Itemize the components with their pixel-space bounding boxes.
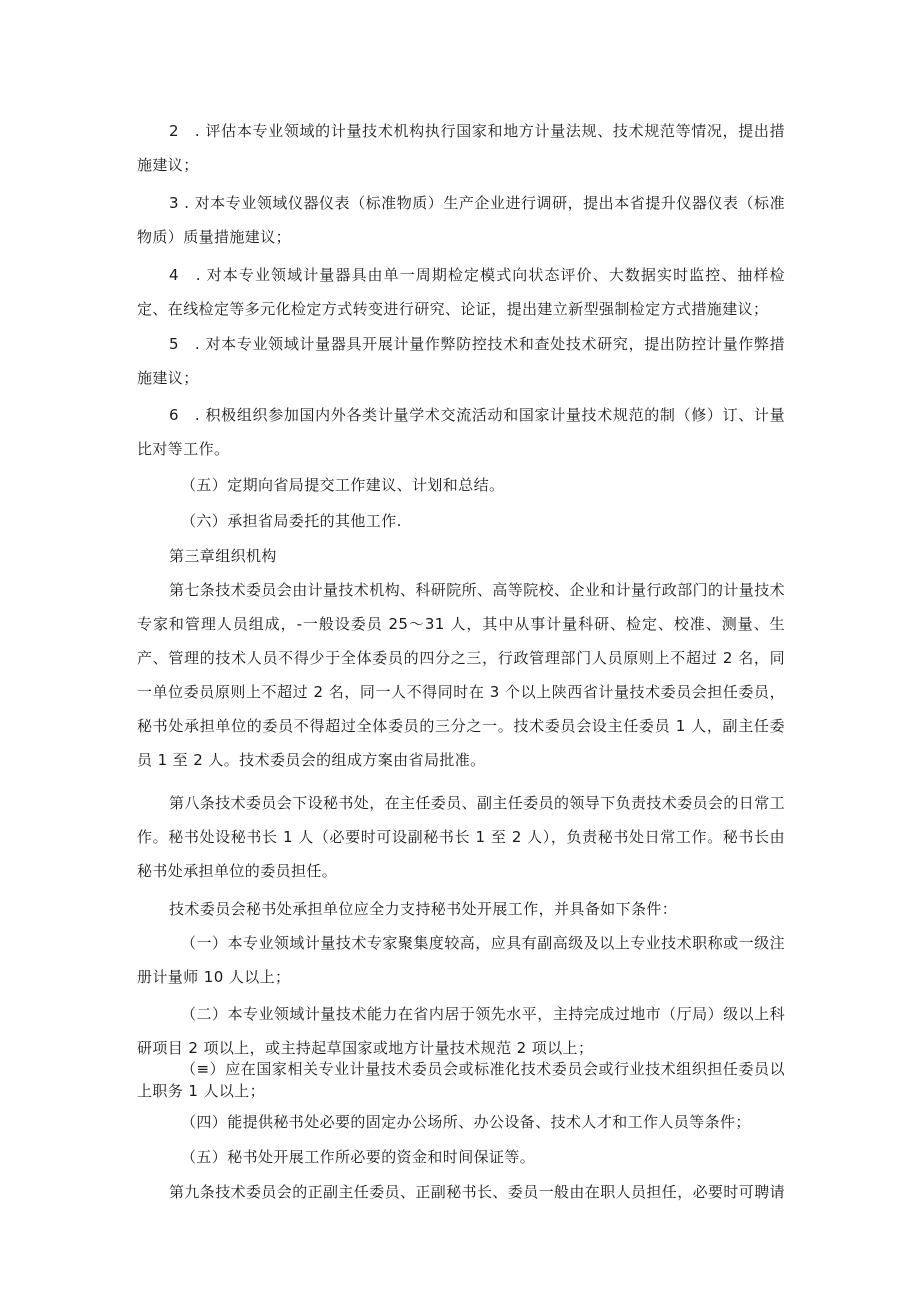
secretariat-conditions-intro: 技术委员会秘书处承担单位应全力支持秘书处开展工作，并具备如下条件： [169,900,678,918]
paragraph-item-4: 4 . 对本专业领域计量器具由单一周期检定模式向状态评价、大数据实时监控、抽样检定、在线检定等多元化检定方式转变进行研究、论证，提出建立新型强制检定方式措施建议； [137,266,785,318]
paragraph-item-2: 2 . 评估本专业领域的计量技术机构执行国家和地方计量法规、技术规范等情况，提出措施建议； [137,122,785,174]
article-nine: 第九条技术委员会的正副主任委员、正副秘书长、委员一般由在职人员担任，必要时可聘请 [169,1183,786,1201]
condition-item-three: （≡）应在国家相关专业计量技术委员会或标准化技术委员会或行业技术组织担任委员以上职务 1 人以上； [137,1060,785,1100]
paragraph-item-5: 5 . 对本专业领域计量器具开展计量作弊防控技术和查处技术研究，提出防控计量作弊措施建议； [137,335,785,387]
condition-item-two: （二）本专业领域计量技术能力在省内居于领先水平，主持完成过地市（厅局）级以上科研项目 2 项以上，或主持起草国家或地方计量技术规范 2 项以上； [137,1005,785,1057]
article-eight: 第八条技术委员会下设秘书处，在主任委员、副主任委员的领导下负责技术委员会的日常工作。秘书处设秘书长 1 人（必要时可设副秘书长 1 至 2 人），负责秘书处日常工作。秘书长由秘书处承担单位的委员担任。 [137,794,786,880]
article-seven: 第七条技术委员会由计量技术机构、科研院所、高等院校、企业和计量行政部门的计量技术专家和管理人员组成，-一般设委员 25～31 人，其中从事计量科研、检定、校准、测量、生产、管理的技术人员不得少于全体委员的四分之三，行政管理部门人员原则上不超过 2 名，同一单位委员原则上不超过 2 名，同一人不得同时在 3 个以上陕西省计量技术委员会担任委员，秘书处承担单位的委员不得超过全体委员的三分之一。技术委员会设主任委员 1 人，副主任委员 1 至 2 人。技术委员会的组成方案由省局批准。 [137,581,786,769]
chapter-heading: 第三章组织机构 [169,547,277,565]
paragraph-item-six: （六）承担省局委托的其他工作. [181,512,402,530]
paragraph-item-five: （五）定期向省局提交工作建议、计划和总结。 [181,476,505,494]
paragraph-item-6: 6 . 积极组织参加国内外各类计量学术交流活动和国家计量技术规范的制（修）订、计量比对等工作。 [137,406,785,458]
condition-item-five: （五）秘书处开展工作所必要的资金和时间保证等。 [181,1148,536,1166]
condition-item-four: （四）能提供秘书处必要的固定办公场所、办公设备、技术人才和工作人员等条件； [181,1113,751,1131]
condition-item-one: （一）本专业领域计量技术专家聚集度较高，应具有副高级及以上专业技术职称或一级注册计量师 10 人以上； [137,934,785,986]
paragraph-item-3: 3 . 对本专业领域仪器仪表（标准物质）生产企业进行调研，提出本省提升仪器仪表（标准物质）质量措施建议； [137,194,785,246]
